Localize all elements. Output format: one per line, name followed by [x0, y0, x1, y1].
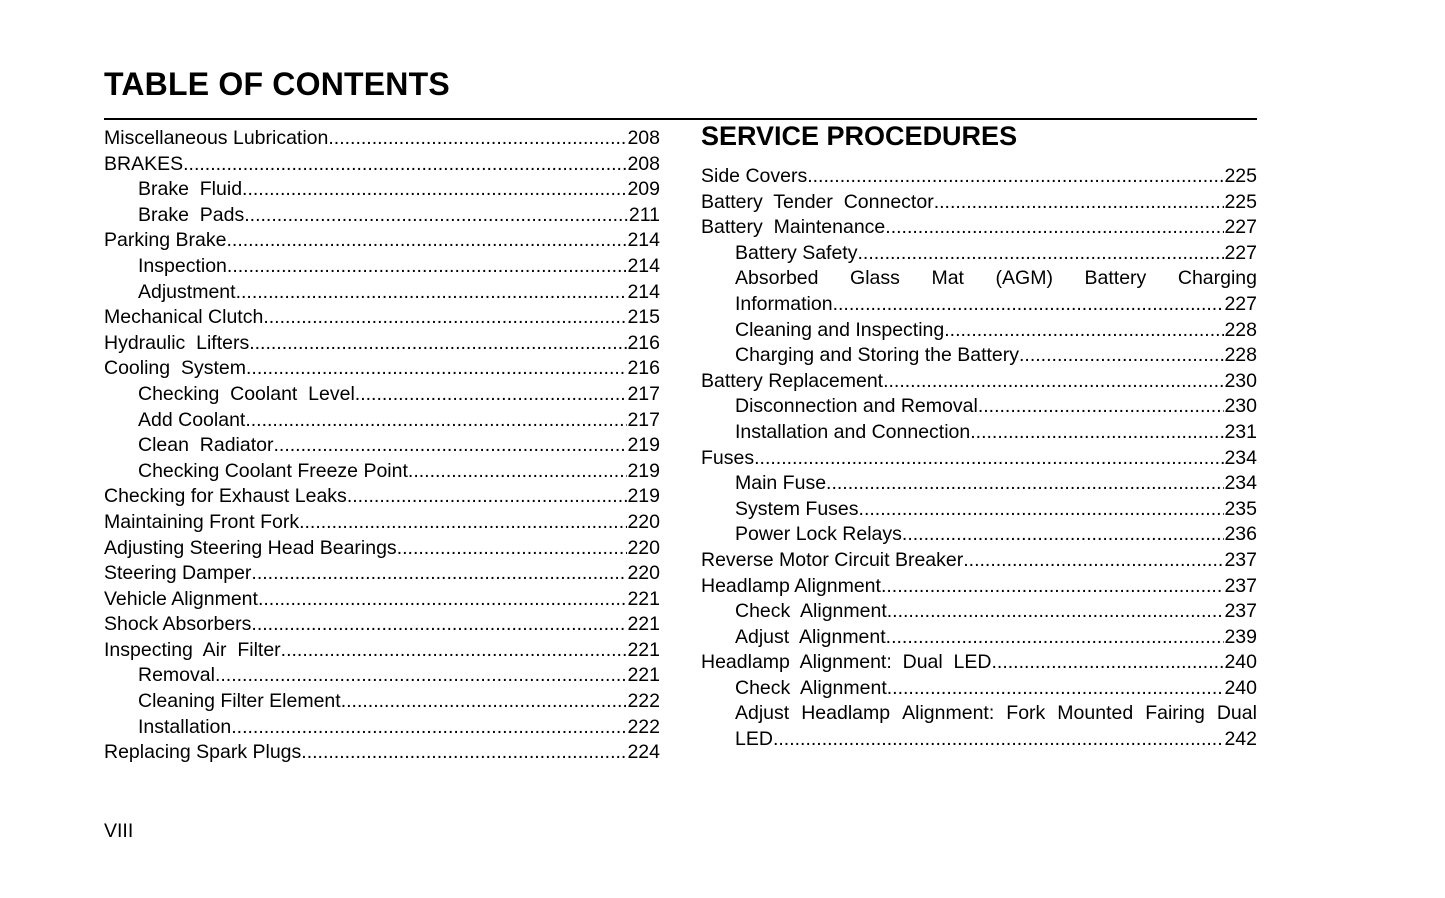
dot-leader [236, 280, 628, 306]
dot-leader [299, 510, 627, 536]
dot-leader [355, 382, 628, 408]
dot-leader [341, 689, 628, 715]
toc-entry-page-number: 217 [627, 408, 660, 431]
dot-leader [807, 164, 1224, 190]
page-title: TABLE OF CONTENTS [104, 66, 450, 102]
toc-entry-page-number: 221 [627, 638, 660, 661]
toc-entry-page-number: 228 [1224, 344, 1257, 367]
toc-entry-label: Battery Maintenance [701, 216, 886, 239]
dot-leader [859, 497, 1225, 523]
toc-entry-page-number: 242 [1224, 728, 1257, 751]
toc-entry[interactable] [701, 446, 1257, 472]
toc-entry-label: Vehicle Alignment [104, 587, 258, 610]
toc-entry-label: Charging and Storing the Battery [735, 344, 1020, 367]
dot-leader [227, 254, 628, 280]
dot-leader [1019, 343, 1224, 369]
toc-entry-word: Glass [850, 267, 900, 290]
toc-entry[interactable] [104, 305, 660, 331]
toc-entry[interactable] [104, 228, 660, 254]
toc-entry-page-number: 211 [628, 203, 660, 226]
toc-subentry[interactable] [701, 318, 1257, 344]
toc-entry-page-number: 222 [627, 715, 660, 738]
toc-entry-page-number: 214 [627, 254, 660, 277]
toc-entry-page-number: 208 [627, 127, 660, 149]
toc-entry-page-number: 234 [1224, 446, 1257, 469]
dot-leader [963, 548, 1224, 574]
toc-entry-page-number: 208 [627, 152, 660, 175]
toc-entry-page-number: 221 [627, 664, 660, 687]
toc-entry-label: Headlamp Alignment: Dual LED [701, 651, 992, 674]
toc-entry-word: (AGM) [995, 267, 1053, 290]
toc-subentry[interactable] [104, 663, 660, 689]
dot-leader [857, 241, 1224, 267]
toc-entry-label: Parking Brake [104, 229, 227, 252]
dot-leader [826, 471, 1224, 497]
section-heading-service-procedures: SERVICE PROCEDURES [701, 121, 1018, 151]
dot-leader [885, 215, 1224, 241]
toc-entry-label: Battery Tender Connector [701, 190, 934, 213]
dot-leader [226, 228, 627, 254]
toc-entry-page-number: 219 [627, 459, 660, 482]
toc-subentry[interactable] [701, 420, 1257, 446]
toc-entry-page-number: 214 [627, 229, 660, 252]
toc-entry-page-number: 221 [627, 587, 660, 610]
toc-entry-page-number: 228 [1224, 318, 1257, 341]
toc-left-column [104, 126, 660, 766]
dot-leader [902, 522, 1225, 548]
toc-subentry[interactable] [701, 522, 1257, 548]
dot-leader [251, 561, 627, 587]
toc-subentry[interactable] [104, 715, 660, 741]
dot-leader [301, 740, 627, 766]
toc-subentry[interactable] [701, 497, 1257, 523]
toc-entry-page-number: 236 [1224, 523, 1257, 546]
dot-leader [944, 318, 1224, 344]
dot-leader [274, 433, 628, 459]
toc-subentry[interactable] [701, 343, 1257, 369]
dot-leader [251, 612, 627, 638]
toc-subentry[interactable] [104, 203, 660, 229]
toc-entry-page-number: 220 [627, 510, 660, 533]
dot-leader [328, 126, 627, 152]
toc-entry-page-number: 219 [627, 434, 660, 457]
toc-entry-page-number: 215 [627, 306, 660, 329]
toc-entry-page-number: 239 [1224, 625, 1257, 648]
toc-entry-page-number: 225 [1224, 165, 1257, 187]
dot-leader [886, 625, 1225, 651]
toc-entry-label: Power Lock Relays [735, 523, 902, 546]
toc-entry-page-number: 227 [1224, 216, 1257, 239]
toc-entry-label: Steering Damper [104, 562, 252, 585]
dot-leader [754, 446, 1224, 472]
dot-leader [281, 638, 628, 664]
toc-entry[interactable] [701, 215, 1257, 241]
toc-subentry[interactable] [701, 394, 1257, 420]
toc-entry-word: Mounted [1057, 702, 1134, 725]
toc-subentry[interactable] [104, 280, 660, 306]
toc-entry-label: Inspection [138, 254, 227, 277]
toc-entry-page-number: 225 [1224, 190, 1257, 213]
toc-subentry[interactable] [701, 727, 1257, 753]
toc-entry[interactable] [104, 484, 660, 510]
dot-leader [249, 331, 627, 357]
toc-entry-page-number: 235 [1224, 497, 1257, 520]
toc-subentry[interactable] [104, 177, 660, 203]
toc-entry-label: Clean Radiator [138, 434, 274, 457]
toc-entry-label: Check Alignment [735, 600, 887, 623]
toc-entry-word: Fork [1006, 702, 1046, 725]
toc-subentry[interactable] [104, 433, 660, 459]
toc-entry-label: Miscellaneous Lubrication [104, 127, 329, 149]
toc-entry[interactable] [104, 536, 660, 562]
dot-leader [397, 536, 628, 562]
toc-entry-page-number: 220 [627, 562, 660, 585]
toc-entry[interactable] [104, 561, 660, 587]
toc-entry-page-number: 230 [1224, 369, 1257, 392]
toc-entry[interactable] [701, 190, 1257, 216]
toc-entry-label: Installation [138, 715, 232, 738]
toc-entry-wrapped-line [701, 266, 1257, 292]
toc-entry-page-number: 227 [1224, 292, 1257, 315]
toc-subentry[interactable] [701, 625, 1257, 651]
toc-entry-label: Checking for Exhaust Leaks [104, 485, 347, 508]
toc-entry-label: Adjust Alignment [735, 625, 886, 648]
dot-leader [887, 676, 1225, 702]
toc-entry[interactable] [104, 331, 660, 357]
toc-entry-label: Checking Coolant Level [138, 382, 355, 405]
toc-entry-page-number: 240 [1224, 676, 1257, 699]
toc-entry[interactable] [701, 369, 1257, 395]
toc-entry-label: Brake Fluid [138, 178, 243, 201]
toc-entry-label: Mechanical Clutch [104, 306, 264, 329]
dot-leader [231, 715, 627, 741]
dot-leader [215, 663, 628, 689]
toc-entry-label: Disconnection and Removal [735, 395, 978, 418]
toc-entry-label: Installation and Connection [735, 420, 971, 443]
dot-leader [408, 459, 628, 485]
toc-entry[interactable] [104, 126, 660, 152]
dot-leader [991, 650, 1224, 676]
toc-entry-label: Add Coolant [138, 408, 246, 431]
toc-entry-label: Hydraulic Lifters [104, 331, 250, 354]
toc-entry-word: Adjust [735, 702, 790, 725]
toc-entry[interactable] [104, 587, 660, 613]
page-number: VIII [104, 820, 134, 842]
toc-entry[interactable] [104, 612, 660, 638]
dot-leader [183, 152, 627, 178]
dot-leader [934, 190, 1225, 216]
toc-entry-page-number: 227 [1224, 241, 1257, 264]
toc-entry[interactable] [701, 164, 1257, 190]
dot-leader [245, 408, 627, 434]
toc-entry-word: Battery [1084, 267, 1147, 290]
toc-subentry[interactable] [701, 241, 1257, 267]
toc-entry-page-number: 214 [627, 280, 660, 303]
dot-leader [883, 369, 1224, 395]
toc-entry-label: Reverse Motor Circuit Breaker [701, 548, 964, 571]
toc-entry-word: Absorbed [735, 267, 819, 290]
title-rule [104, 118, 1257, 120]
toc-entry[interactable] [104, 356, 660, 382]
toc-entry-word: Headlamp [801, 702, 891, 725]
toc-entry-label: LED [735, 728, 773, 751]
dot-leader [887, 599, 1225, 625]
toc-entry-page-number: 209 [627, 178, 660, 201]
toc-entry-page-number: 224 [627, 741, 660, 764]
toc-entry[interactable] [701, 548, 1257, 574]
toc-entry-label: Checking Coolant Freeze Point [138, 459, 408, 482]
toc-entry-label: Adjustment [138, 280, 236, 303]
toc-entry-label: Shock Absorbers [104, 613, 252, 636]
toc-entry-page-number: 234 [1224, 472, 1257, 495]
dot-leader [246, 356, 627, 382]
toc-entry-wrapped-line [701, 701, 1257, 727]
dot-leader [773, 727, 1225, 753]
toc-entry-page-number: 220 [627, 536, 660, 559]
toc-subentry[interactable] [701, 676, 1257, 702]
toc-entry[interactable] [104, 638, 660, 664]
dot-leader [244, 203, 629, 229]
dot-leader [970, 420, 1224, 446]
dot-leader [881, 574, 1225, 600]
toc-entry-label: Information [735, 292, 833, 315]
toc-entry-page-number: 231 [1224, 420, 1257, 443]
toc-entry-label: Fuses [701, 446, 755, 469]
toc-entry-page-number: 237 [1224, 574, 1257, 597]
toc-entry-word: Charging [1177, 267, 1257, 290]
toc-entry-label: Headlamp Alignment [701, 574, 881, 597]
dot-leader [978, 394, 1225, 420]
toc-entry[interactable] [701, 650, 1257, 676]
toc-entry-word: Dual [1216, 702, 1257, 725]
toc-entry-label: System Fuses [735, 497, 859, 520]
toc-entry-label: Brake Pads [138, 203, 245, 226]
toc-entry-label: Inspecting Air Filter [104, 638, 281, 661]
toc-entry-label: Side Covers [701, 165, 808, 187]
toc-entry-label: Removal [138, 664, 215, 687]
toc-entry-label: Adjusting Steering Head Bearings [104, 536, 397, 559]
toc-entry-page-number: 230 [1224, 395, 1257, 418]
toc-entry-label: Battery Replacement [701, 369, 884, 392]
toc-entry-label: Maintaining Front Fork [104, 510, 300, 533]
toc-entry-word: Mat [931, 267, 964, 290]
toc-entry-page-number: 217 [627, 382, 660, 405]
toc-entry-label: Battery Safety [735, 241, 858, 264]
toc-right-column [701, 164, 1257, 753]
toc-entry-label: Cleaning Filter Element [138, 690, 341, 713]
toc-entry[interactable] [104, 510, 660, 536]
toc-subentry[interactable] [104, 254, 660, 280]
toc-subentry[interactable] [104, 459, 660, 485]
toc-subentry[interactable] [104, 408, 660, 434]
toc-subentry[interactable] [104, 689, 660, 715]
toc-subentry[interactable] [701, 292, 1257, 318]
toc-entry-page-number: 237 [1224, 548, 1257, 571]
toc-entry[interactable] [104, 740, 660, 766]
toc-entry-page-number: 216 [627, 331, 660, 354]
toc-entry-label: Main Fuse [735, 472, 827, 495]
dot-leader [258, 587, 628, 613]
dot-leader [833, 292, 1225, 318]
toc-entry-page-number: 237 [1224, 600, 1257, 623]
toc-subentry[interactable] [104, 382, 660, 408]
toc-entry-label: Replacing Spark Plugs [104, 741, 302, 764]
toc-entry-label: BRAKES [104, 152, 184, 175]
dot-leader [242, 177, 627, 203]
toc-entry-page-number: 219 [627, 485, 660, 508]
toc-entry-word: Fairing [1145, 702, 1205, 725]
toc-subentry[interactable] [701, 471, 1257, 497]
toc-entry-word: Alignment: [902, 702, 995, 725]
toc-entry-page-number: 221 [627, 613, 660, 636]
toc-entry-label: Cleaning and Inspecting [735, 318, 945, 341]
toc-entry[interactable] [701, 574, 1257, 600]
dot-leader [263, 305, 627, 331]
toc-subentry[interactable] [701, 599, 1257, 625]
toc-entry-label: Cooling System [104, 357, 246, 380]
dot-leader [347, 484, 628, 510]
toc-entry-page-number: 216 [627, 357, 660, 380]
toc-entry[interactable] [104, 152, 660, 178]
toc-entry-page-number: 240 [1224, 651, 1257, 674]
toc-entry-page-number: 222 [627, 690, 660, 713]
toc-entry-label: Check Alignment [735, 676, 887, 699]
